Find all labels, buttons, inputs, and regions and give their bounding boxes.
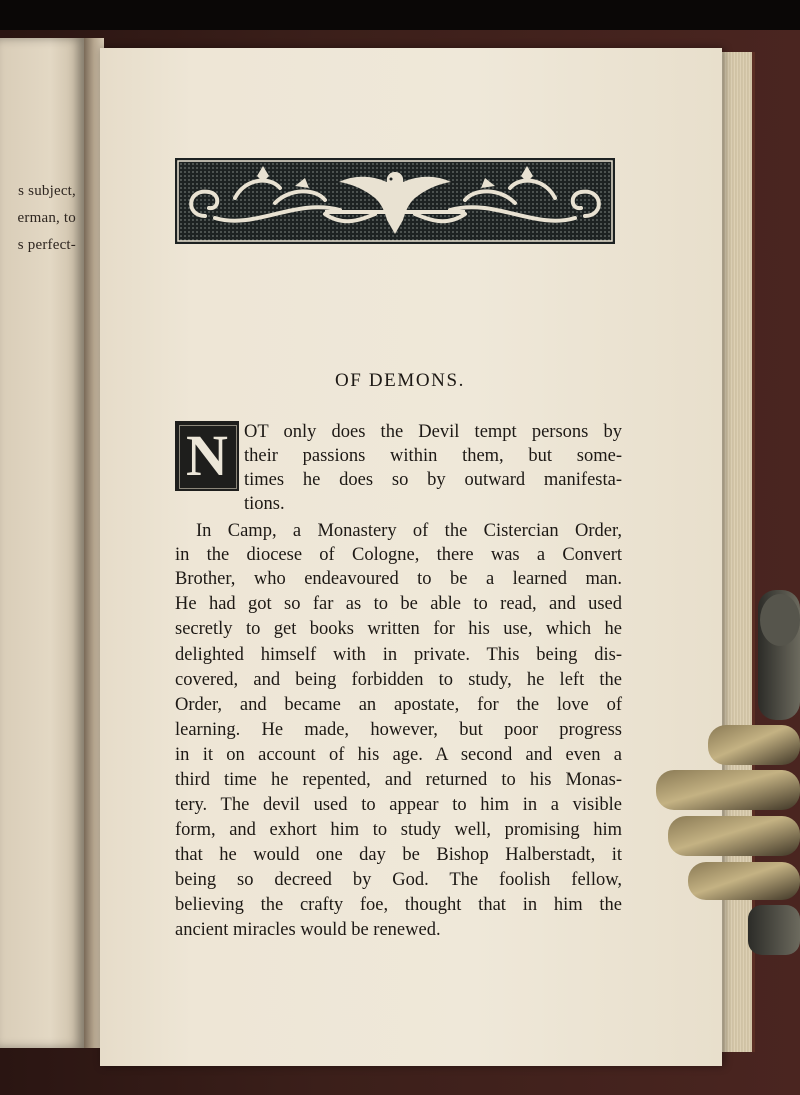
text-line: believing the crafty foe, thought that in him the [175, 895, 622, 915]
text-line: tery. The devil used to appear to him in a visible [175, 795, 622, 815]
text-line: in it on account of his age. A second and even a [175, 745, 622, 765]
text-line: OT only does the Devil tempt persons by [244, 422, 622, 442]
chapter-title: OF DEMONS. [334, 370, 466, 391]
text-line: delighted himself with in private. This being dis- [175, 645, 622, 665]
text-line: times he does so by outward manifesta- [244, 470, 622, 490]
text-line: in the diocese of Cologne, there was a Convert [175, 545, 622, 565]
text-line: learning. He made, however, but poor progress [175, 720, 622, 740]
left-page-text-line: erman, to [17, 210, 76, 226]
text-line: Order, and became an apostate, for the love of [175, 695, 622, 715]
metal-clamp-icon [648, 580, 800, 960]
text-line: Brother, who endeavoured to be a learned man. [175, 569, 622, 589]
text-line: In Camp, a Monastery of the Cistercian Order, [196, 521, 622, 541]
text-line: third time he repented, and returned to his Monas- [175, 770, 622, 790]
text-line: ancient miracles would be renewed. [175, 920, 441, 940]
text-line: that he would one day be Bishop Halberstadt, it [175, 845, 622, 865]
text-line: secretly to get books written for his use, which he [175, 619, 622, 639]
eagle-scroll-ornament-icon [175, 158, 615, 244]
text-line: He had got so far as to be able to read, and used [175, 594, 622, 614]
text-line: covered, and being forbidden to study, he left the [175, 670, 622, 690]
text-line: their passions within them, but some- [244, 446, 622, 466]
book-clamp [648, 580, 800, 960]
drop-cap [175, 421, 239, 491]
left-page-text-line: s subject, [18, 183, 76, 199]
left-page [0, 38, 84, 1048]
left-page-text-line: s perfect- [17, 237, 76, 253]
text-line: form, and exhort him to study well, promising him [175, 820, 622, 840]
drop-cap-letter: N [186, 423, 228, 488]
text-line: being so decreed by God. The foolish fellow, [175, 870, 622, 890]
ornamental-headpiece [175, 158, 615, 244]
text-line: tions. [244, 494, 285, 514]
